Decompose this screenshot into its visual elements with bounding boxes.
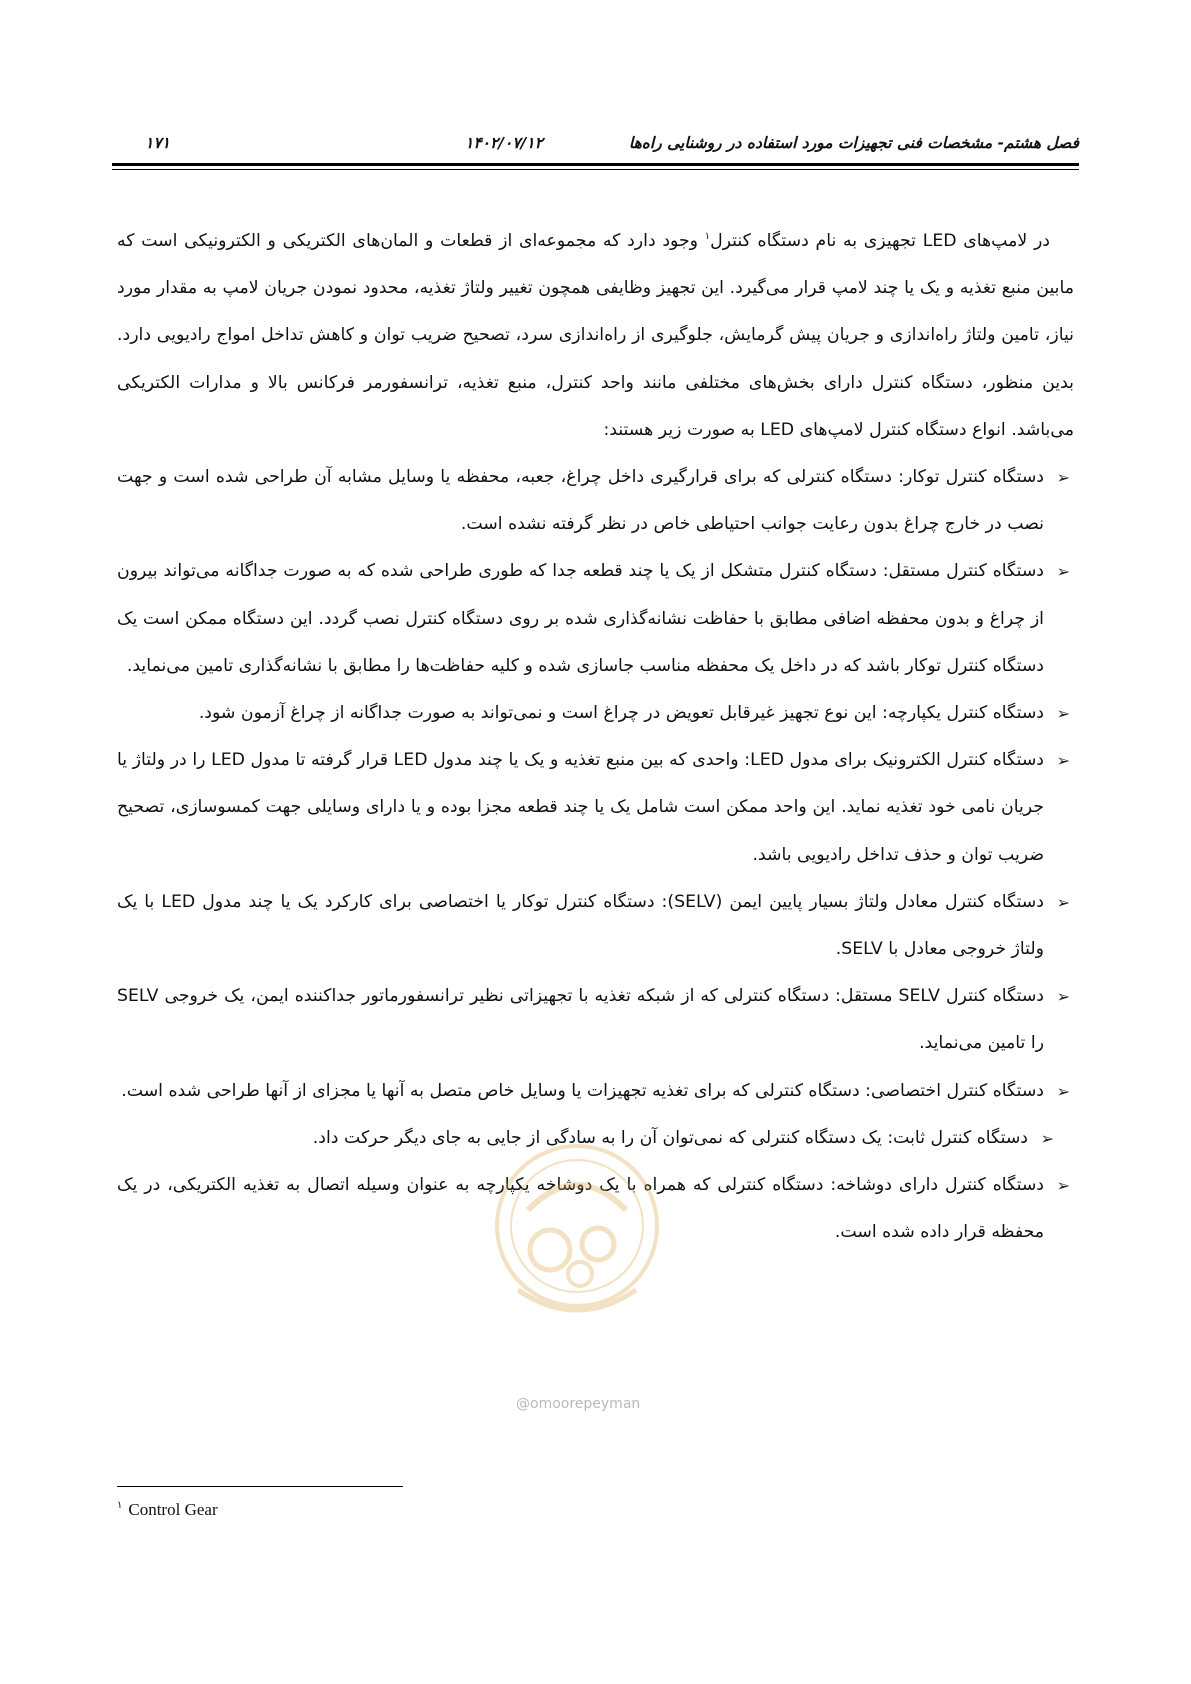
arrow-bullet-icon: ➢: [1056, 468, 1070, 488]
arrow-bullet-icon: ➢: [1056, 1176, 1070, 1196]
control-gear-types-list: [117, 454, 1074, 1256]
body-text: [117, 218, 1074, 1256]
list-item: [117, 973, 1074, 1067]
list-item: [117, 1115, 1074, 1162]
list-item: [117, 548, 1074, 690]
arrow-bullet-icon: ➢: [1056, 1081, 1070, 1101]
intro-text-rest: وجود دارد که مجموعه‌ای از قطعات و المان‌های الکتریکی و الکترونیکی است که مابین منبع تغذیه و یک یا چند لامپ قرار می‌گیرد. این تجهیز وظایفی همچون تغییر ولتاژ تغذیه، محدود نمودن جریان لامپ به مقدار مورد نیاز، تامین ولتاژ راه‌اندازی و جریان پیش گرمایش، جلوگیری از راه‌اندازی سرد، تصحیح ضریب توان و کاهش تداخل امواج رادیویی دارد. بدین منظور، دستگاه کنترل دارای بخش‌های مختلفی مانند واحد کنترل، منبع تغذیه، ترانسفورمر فرکانس بالا و مدارات الکتریکی می‌باشد. انواع دستگاه کنترل لامپ‌های LED به صورت زیر هستند:: [117, 231, 1074, 440]
list-item: [117, 879, 1074, 973]
list-item-text: دستگاه کنترل معادل ولتاژ بسیار پایین ایمن (SELV): دستگاه کنترل توکار یا اختصاصی برای کارکرد یک یا چند مدول LED با یک ولتاژ خروجی معادل با SELV.: [117, 891, 1044, 960]
list-item-text: دستگاه کنترل مستقل: دستگاه کنترل متشکل از یک یا چند قطعه جدا که طوری طراحی شده که به صورت جداگانه می‌تواند بیرون از چراغ و بدون محفظه اضافی مطابق با حفاظت نشانه‌گذاری شده بر روی دستگاه کنترل نصب گردد. این دستگاه ممکن است یک دستگاه کنترل توکار باشد که در داخل یک محفظه مناسب جاسازی شده و کلیه حفاظت‌ها را مطابق با نشانه‌گذاری تامین می‌نماید.: [117, 561, 1044, 676]
list-item-text: دستگاه کنترل الکترونیک برای مدول LED: واحدی که بین منبع تغذیه و یک یا چند مدول LED قرار گرفته تا مدول LED را در ولتاژ یا جریان نامی خود تغذیه نماید. این واحد ممکن است شامل یک یا چند قطعه مجزا بوده و یا دارای وسایلی جهت کمسوسازی، تصحیح ضریب توان و حذف تداخل رادیویی باشد.: [117, 750, 1044, 865]
page-header: [112, 124, 1079, 158]
header-date: ۱۴۰۲/۰۷/۱۲: [465, 134, 543, 152]
arrow-bullet-icon: ➢: [1056, 892, 1070, 912]
list-item-text: دستگاه کنترل دارای دوشاخه: دستگاه کنترلی که همراه با یک دوشاخه یکپارچه به عنوان وسیله اتصال به تغذیه الکتریکی، در یک محفظه قرار داده شده است.: [117, 1175, 1044, 1243]
list-item-text: دستگاه کنترل اختصاصی: دستگاه کنترلی که برای تغذیه تجهیزات یا وسایل خاص متصل به آنها یا مجزای از آنها طراحی شده است.: [121, 1080, 1044, 1101]
watermark-handle: @omoorepeyman: [516, 1396, 641, 1412]
list-item-text: دستگاه کنترل ثابت: یک دستگاه کنترلی که نمی‌توان آن را به سادگی از جایی به جای دیگر حرکت داد.: [312, 1127, 1028, 1148]
page-number: ۱۷۱: [145, 134, 170, 152]
arrow-bullet-icon: ➢: [1056, 704, 1070, 724]
footnote-marker: ۱: [117, 1500, 123, 1512]
list-item-text: دستگاه کنترل SELV مستقل: دستگاه کنترلی که از شبکه تغذیه با تجهیزاتی نظیر ترانسفورماتور جداکننده ایمن، یک خروجی SELV را تامین می‌نماید.: [117, 986, 1044, 1054]
list-item-text: دستگاه کنترل توکار: دستگاه کنترلی که برای قرارگیری داخل چراغ، جعبه، محفظه یا وسایل مشابه آن طراحی شده است و جهت نصب در خارج چراغ بدون رعایت جوانب احتیاطی خاص در نظر گرفته نشده است.: [117, 467, 1044, 535]
list-item: [117, 690, 1074, 737]
arrow-bullet-icon: ➢: [1056, 987, 1070, 1007]
footnote: [117, 1500, 218, 1520]
list-item: [117, 1068, 1074, 1115]
intro-paragraph: [117, 218, 1074, 454]
arrow-bullet-icon: ➢: [1040, 1128, 1054, 1148]
footnote-reference[interactable]: ۱: [704, 231, 711, 243]
list-item: [117, 737, 1074, 879]
list-item-text: دستگاه کنترل یکپارچه: این نوع تجهیز غیرقابل تعویض در چراغ است و نمی‌تواند به صورت جداگانه از چراغ آزمون شود.: [198, 703, 1044, 724]
header-rule-thick: [112, 163, 1079, 166]
intro-text-start: در لامپ‌های LED تجهیزی به نام دستگاه کنترل: [710, 231, 1050, 251]
arrow-bullet-icon: ➢: [1056, 562, 1070, 582]
list-item: [117, 1162, 1074, 1256]
chapter-title: فصل هشتم- مشخصات فنی تجهیزات مورد استفاده در روشنایی راه‌ها: [628, 134, 1079, 152]
footnote-text: Control Gear: [128, 1500, 218, 1519]
footnote-separator: [117, 1486, 403, 1487]
list-item: [117, 454, 1074, 548]
arrow-bullet-icon: ➢: [1056, 751, 1070, 771]
header-rule-thin: [112, 169, 1079, 170]
